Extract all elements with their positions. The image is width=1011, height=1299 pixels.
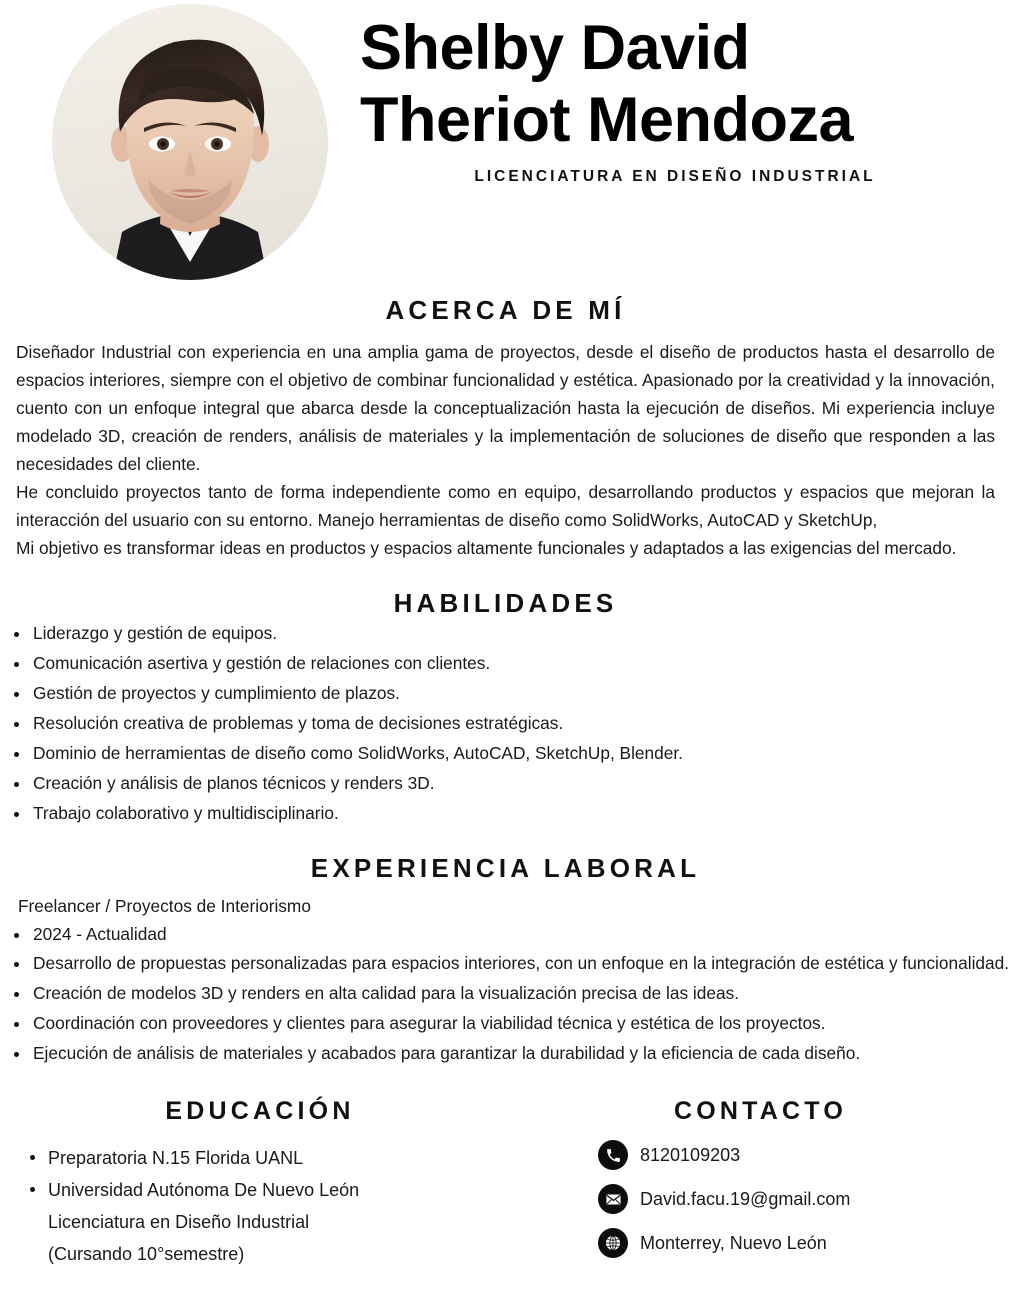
about-body — [16, 338, 995, 562]
skills-section — [0, 588, 1011, 828]
list-item: Comunicación asertiva y gestión de relaciones con clientes. — [0, 649, 1011, 679]
contact-row-email[interactable] — [598, 1184, 1011, 1214]
education-item-main: Preparatoria N.15 Florida UANL — [48, 1148, 304, 1169]
contact-row-phone[interactable] — [598, 1140, 1011, 1170]
contact-list — [520, 1140, 1011, 1258]
contact-section — [520, 1097, 1011, 1272]
bottom-columns — [0, 1097, 1011, 1272]
about-paragraph: He concluido proyectos tanto de forma independiente como en equipo, desarrollando productos y espacios que mejoran la interacción del usuario con su entorno. Manejo herramientas de diseño como SolidWorks, AutoCAD y SketchUp, — [16, 482, 995, 531]
list-item: Resolución creativa de problemas y toma de decisiones estratégicas. — [0, 709, 1011, 739]
list-item — [0, 1142, 520, 1174]
experience-heading: EXPERIENCIA LABORAL — [310, 852, 701, 883]
list-item — [0, 1174, 520, 1270]
list-item: Creación de modelos 3D y renders en alta calidad para la visualización precisa de las ideas. — [0, 979, 1011, 1009]
page-title-line1: Shelby David — [360, 13, 750, 83]
avatar — [52, 4, 328, 280]
page-title-line2: Theriot Mendoza — [360, 85, 853, 156]
header-subtitle: LICENCIATURA EN DISEÑO INDUSTRIAL — [474, 168, 876, 186]
education-section — [0, 1097, 520, 1272]
list-item: Desarrollo de propuestas personalizadas para espacios interiores, con un enfoque en la integración de estética y funcionalidad. — [0, 949, 1011, 979]
experience-list — [0, 920, 1011, 1070]
education-list — [0, 1142, 520, 1270]
about-paragraph: Diseñador Industrial con experiencia en una amplia gama de proyectos, desde el diseño de productos hasta el desarrollo de espacios interiores, siempre con el objetivo de combinar funcionalidad y estética. Apasionado por la creatividad y la innovación, cuento con un enfoque integral que abarca desde la conceptualización hasta la ejecución de diseños. Mi experiencia incluye modelado 3D, creación de renders, análisis de materiales y la implementación de soluciones de diseño que responden a las necesidades del cliente. — [16, 342, 995, 475]
envelope-icon — [598, 1184, 628, 1214]
header-text-block — [360, 14, 1000, 186]
contact-heading: CONTACTO — [674, 1097, 847, 1126]
contact-location-value: Monterrey, Nuevo León — [640, 1232, 827, 1253]
about-section — [0, 295, 1011, 562]
education-item-status: (Cursando 10°semestre) — [48, 1244, 245, 1265]
list-item: Gestión de proyectos y cumplimiento de plazos. — [0, 679, 1011, 709]
education-item-main: Universidad Autónoma De Nuevo León — [48, 1180, 360, 1201]
list-item: Ejecución de análisis de materiales y acabados para garantizar la durabilidad y la eficiencia de cada diseño. — [0, 1039, 1011, 1069]
contact-email-value: David.facu.19@gmail.com — [640, 1188, 851, 1209]
skills-heading: HABILIDADES — [393, 588, 618, 619]
skills-list — [0, 619, 1011, 828]
list-item: Coordinación con proveedores y clientes para asegurar la viabilidad técnica y estética de los proyectos. — [0, 1009, 1011, 1039]
about-paragraph: Mi objetivo es transformar ideas en productos y espacios altamente funcionales y adaptados a las exigencias del mercado. — [16, 538, 957, 559]
list-item: Liderazgo y gestión de equipos. — [0, 619, 1011, 649]
resume-header — [0, 0, 1011, 285]
profile-photo — [52, 4, 328, 280]
phone-icon — [598, 1140, 628, 1170]
about-heading: ACERCA DE MÍ — [385, 295, 626, 325]
contact-phone-value: 8120109203 — [640, 1144, 741, 1165]
list-item: Creación y análisis de planos técnicos y renders 3D. — [0, 769, 1011, 799]
experience-section — [0, 853, 1011, 1070]
list-item: Trabajo colaborativo y multidisciplinario. — [0, 799, 1011, 829]
education-item-degree: Licenciatura en Diseño Industrial — [48, 1212, 310, 1233]
globe-icon — [598, 1228, 628, 1258]
list-item: 2024 - Actualidad — [0, 920, 1011, 950]
education-heading: EDUCACIÓN — [165, 1097, 355, 1126]
contact-row-location[interactable] — [598, 1228, 1011, 1258]
list-item: Dominio de herramientas de diseño como SolidWorks, AutoCAD, SketchUp, Blender. — [0, 739, 1011, 769]
experience-role: Freelancer / Proyectos de Interiorismo — [18, 895, 311, 916]
